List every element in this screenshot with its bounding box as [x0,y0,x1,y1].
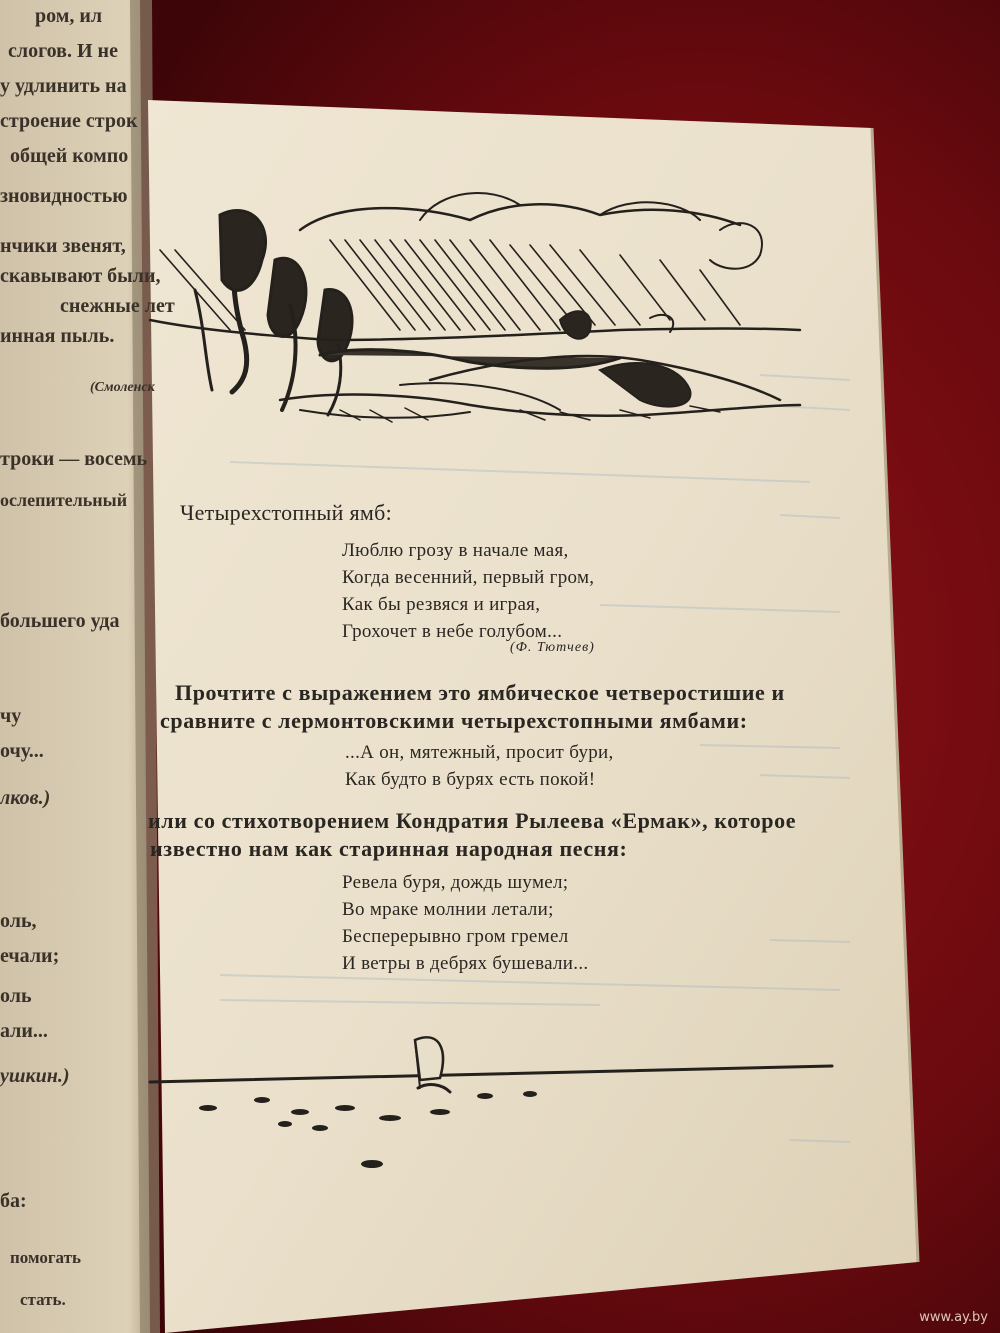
verse-line: ...А он, мятежный, просит бури, [345,742,614,763]
left-line: ба: [0,1190,27,1212]
paragraph-line: или со стихотворением Кондратия Рылеева «Ермак», которое [148,808,797,833]
left-line: помогать [10,1248,81,1267]
verse-line: Когда весенний, первый гром, [342,567,595,588]
left-line: (Смоленск [90,380,155,395]
left-line: ечали; [0,945,60,967]
left-line: слогов. И не [8,40,118,62]
paragraph-line: Прочтите с выражением это ямбическое четверостишие и [175,680,785,705]
verse-line: Ревела буря, дождь шумел; [342,872,569,893]
left-line: лков.) [0,787,51,809]
poem-author: (Ф. Тютчев) [510,640,595,655]
left-line: скавывают были, [0,265,161,287]
verse-line: И ветры в дебрях бушевали... [342,953,589,974]
verse-line: Бесперерывно гром гремел [342,926,569,947]
verse-line: Грохочет в небе голубом... [342,621,563,642]
left-line: оль [0,985,32,1007]
left-line: у удлинить на [0,75,127,97]
left-line: большего уда [0,610,120,632]
left-line: очу... [0,740,44,762]
left-line: ром, ил [35,5,103,27]
left-line: ушкин.) [0,1065,70,1087]
left-line: троки — восемь [0,448,148,470]
watermark: www.ay.by [919,1310,988,1325]
verse-line: Как будто в бурях есть покой! [345,769,596,790]
paragraph-line: сравните с лермонтовскими четырехстопными ямбами: [160,708,748,733]
verse-line: Как бы резвяся и играя, [342,594,541,615]
left-line: нчики звенят, [0,235,126,257]
left-line: общей компо [10,145,129,167]
left-line: строение строк [0,110,138,132]
left-line: стать. [20,1290,66,1309]
left-line: али... [0,1020,48,1042]
left-page [0,0,150,1333]
left-line: оль, [0,910,37,932]
main-page [148,100,918,1333]
verse-line: Люблю грозу в начале мая, [342,540,569,561]
left-line: снежные лет [60,295,175,317]
left-line: инная пыль. [0,325,115,347]
paragraph-line: известно нам как старинная народная песня: [150,836,628,861]
left-line: зновидностью [0,185,128,207]
left-line: чу [0,705,22,727]
verse-line: Во мраке молнии летали; [342,899,554,920]
left-line: ослепительный [0,490,128,510]
meter-heading: Четырехстопный ямб: [180,500,393,525]
